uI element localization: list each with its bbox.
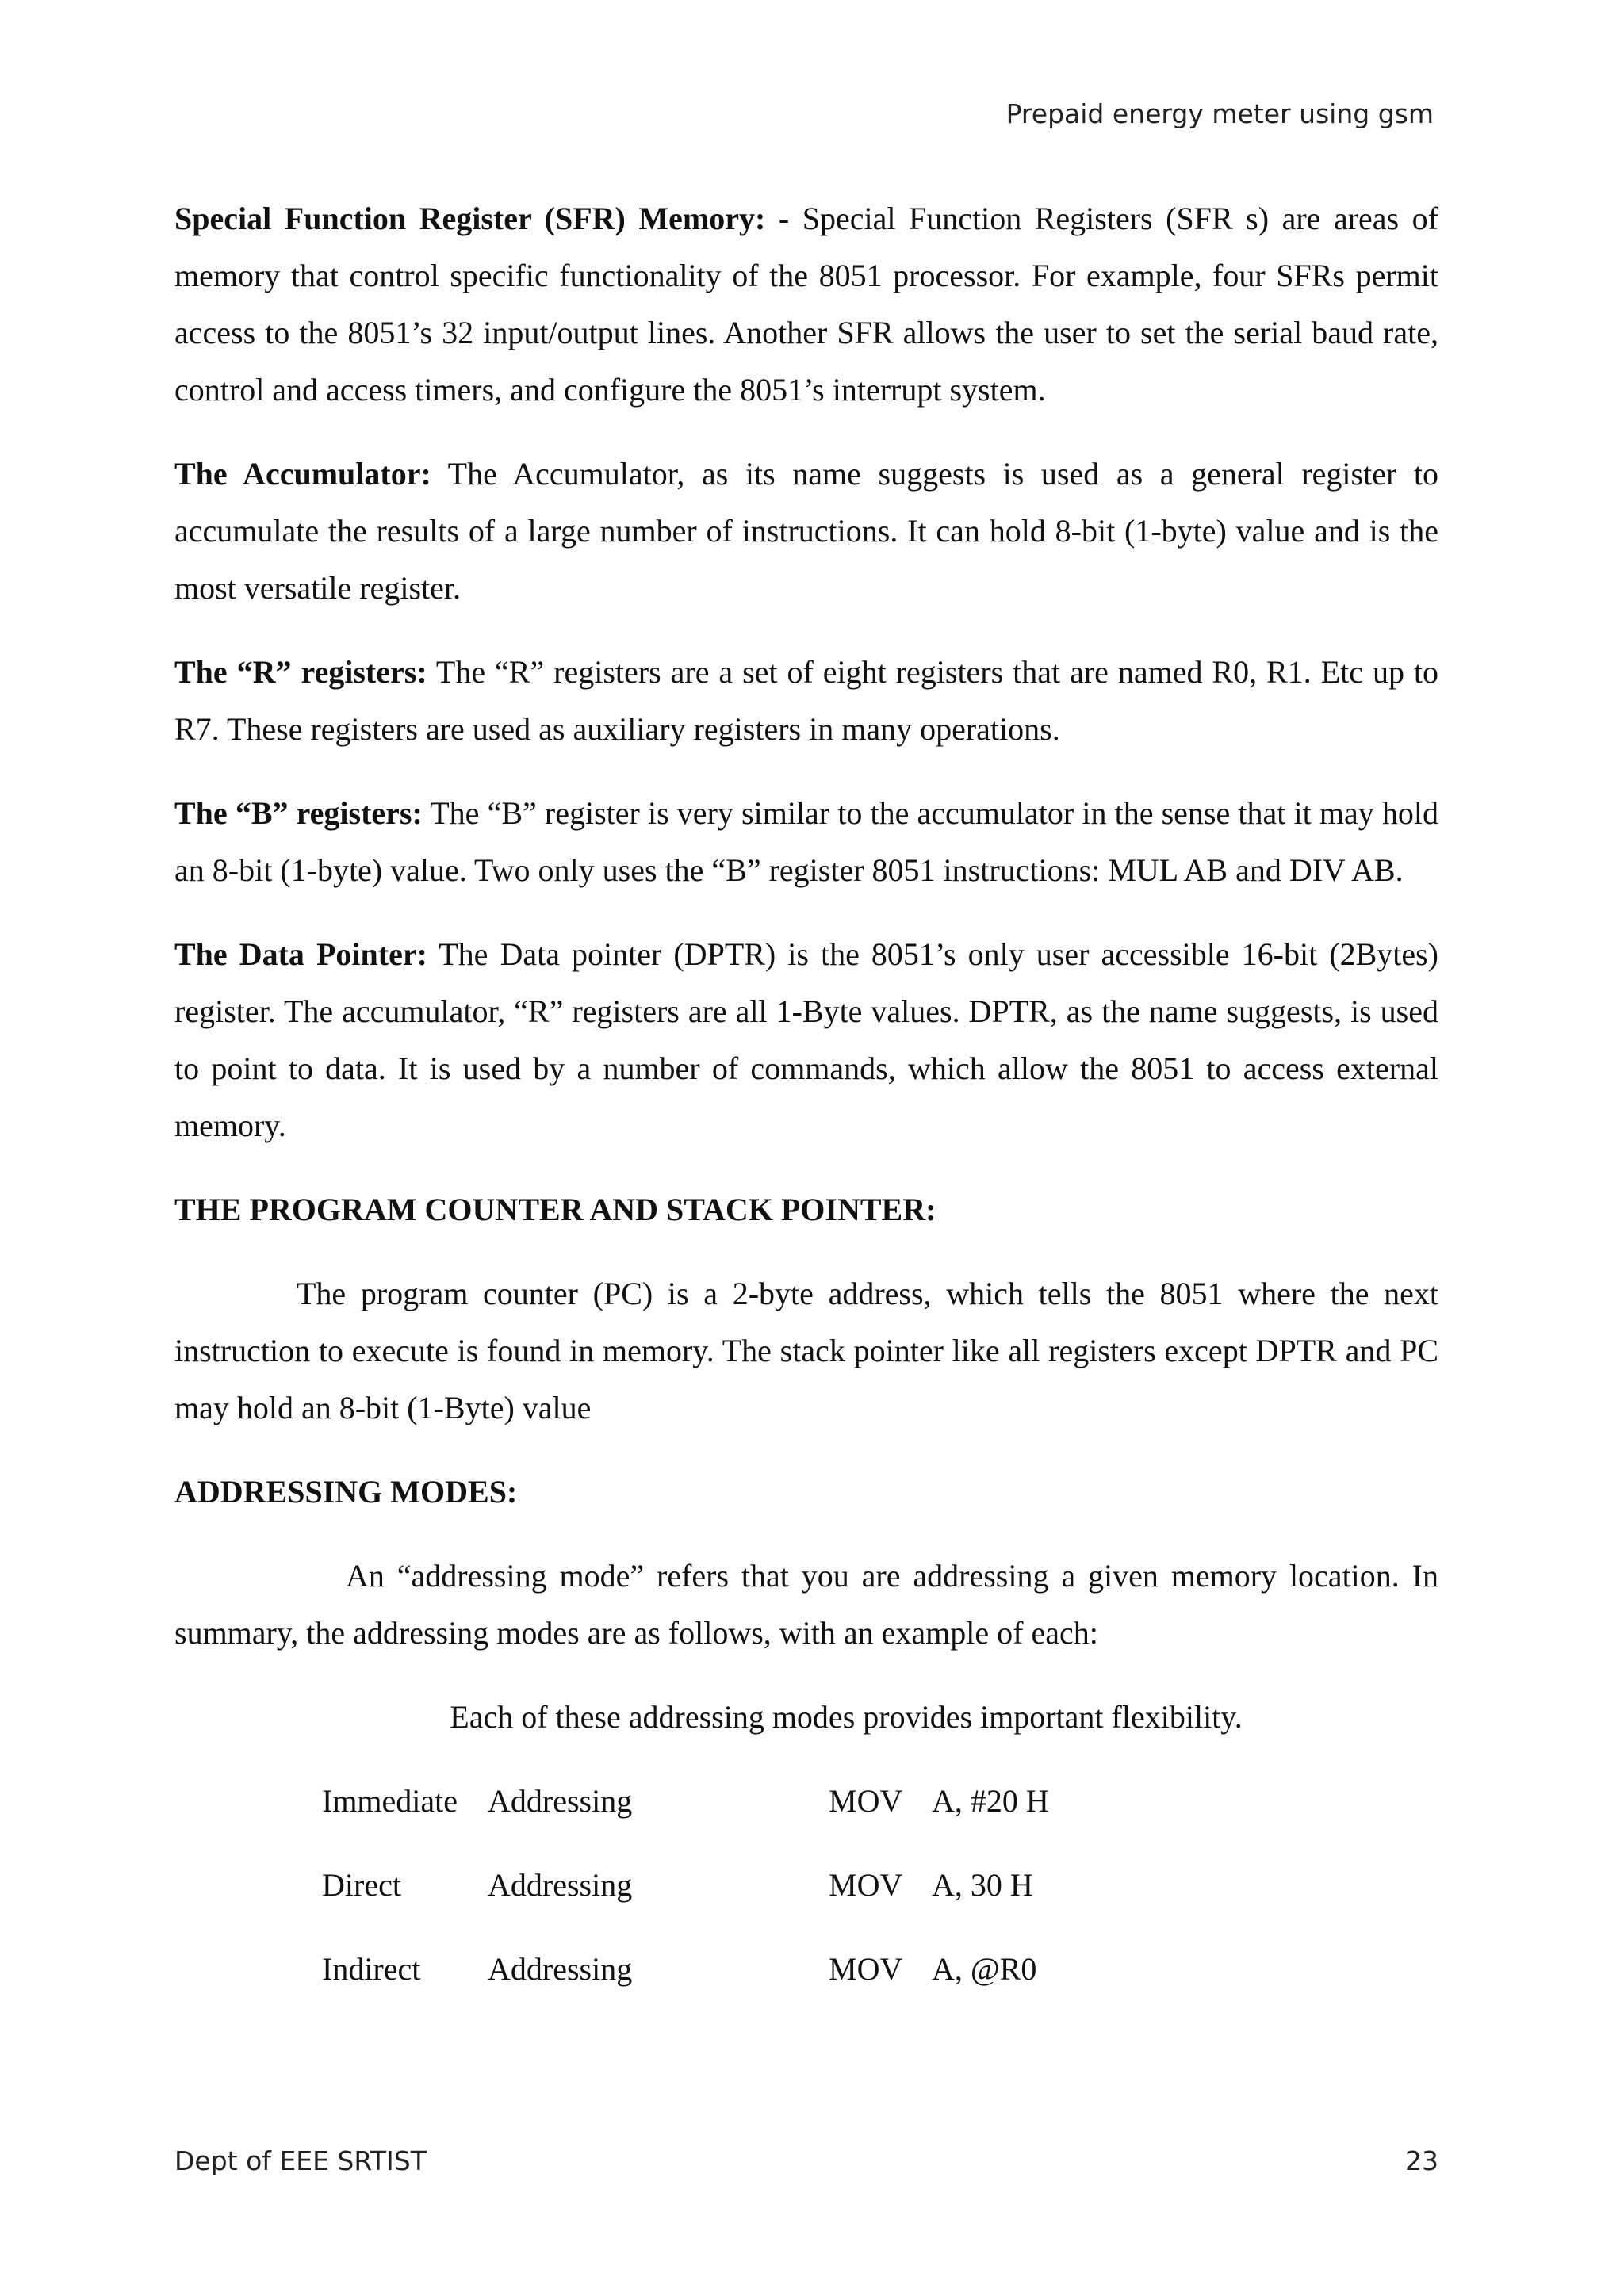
mode-opcode: MOV — [829, 1783, 903, 1819]
mode-word: Addressing — [488, 1783, 633, 1819]
paragraph-sfr — [174, 190, 1438, 419]
term-r-registers: The “R” registers: — [174, 654, 427, 690]
term-b-registers: The “B” registers: — [174, 795, 423, 831]
running-footer — [174, 2145, 1438, 2176]
mode-operands: A, 30 H — [932, 1867, 1033, 1903]
mode-word: Addressing — [488, 1951, 633, 1987]
paragraph-program-counter: The program counter (PC) is a 2-byte address, which tells the 8051 where the next instruction to execute is found in memory. The stack pointer like all registers except DPTR and PC may hold an 8-bit (1-Byte) value — [174, 1276, 1438, 1425]
paragraph-flexibility: Each of these addressing modes provides important flexibility. — [450, 1699, 1243, 1735]
mode-row-immediate — [174, 1773, 1438, 1830]
text-b-registers: The “B” register is very similar to the accumulator in the sense that it may hold an 8-bit (1-byte) value. Two only uses the “B” register 8051 instructions: MUL AB and DIV AB. — [174, 795, 1438, 888]
body-text — [174, 190, 1438, 2025]
term-sfr: Special Function Register (SFR) Memory: - — [174, 201, 790, 236]
mode-type: Indirect — [322, 1951, 421, 1987]
paragraph-data-pointer — [174, 926, 1438, 1154]
mode-opcode: MOV — [829, 1867, 903, 1903]
text-sfr: Special Function Registers (SFR s) are areas of memory that control specific functionality of the 8051 processor. For example, four SFRs permit access to the 8051’s 32 input/output lines. Another SFR allows the user to set the serial baud rate, control and access timers, and configure the 8051’s interrupt system. — [174, 201, 1438, 408]
page-number: 23 — [1405, 2145, 1438, 2176]
mode-type: Direct — [322, 1867, 401, 1903]
footer-department: Dept of EEE SRTIST — [174, 2145, 427, 2176]
term-accumulator: The Accumulator: — [174, 456, 431, 492]
heading-addressing-modes: ADDRESSING MODES: — [174, 1474, 518, 1510]
text-data-pointer: The Data pointer (DPTR) is the 8051’s only user accessible 16-bit (2Bytes) register. The accumulator, “R” registers are all 1-Byte values. DPTR, as the name suggests, is used to point to data. It is used by a number of commands, which allow the 8051 to access external memory. — [174, 936, 1439, 1143]
heading-program-counter: THE PROGRAM COUNTER AND STACK POINTER: — [174, 1192, 936, 1227]
text-accumulator: The Accumulator, as its name suggests is used as a general register to accumulate the results of a large number of instructions. It can hold 8-bit (1-byte) value and is the most versatile register. — [174, 456, 1439, 606]
paragraph-addressing-modes: An “addressing mode” refers that you are addressing a given memory location. In summary, the addressing modes are as follows, with an example of each: — [174, 1558, 1438, 1651]
paragraph-b-registers — [174, 785, 1438, 899]
mode-operands: A, @R0 — [932, 1951, 1037, 1987]
mode-row-indirect — [174, 1941, 1438, 1998]
term-data-pointer: The Data Pointer: — [174, 936, 427, 972]
addressing-modes-list — [174, 1773, 1438, 1998]
mode-operands: A, #20 H — [932, 1783, 1049, 1819]
mode-row-direct — [174, 1857, 1438, 1914]
paragraph-accumulator — [174, 446, 1438, 617]
mode-word: Addressing — [488, 1867, 633, 1903]
paragraph-r-registers — [174, 644, 1438, 758]
text-r-registers: The “R” registers are a set of eight registers that are named R0, R1. Etc up to R7. These registers are used as auxiliary registers in many operations. — [174, 654, 1439, 747]
running-header: Prepaid energy meter using gsm — [1005, 98, 1434, 129]
mode-opcode: MOV — [829, 1951, 903, 1987]
mode-type: Immediate — [322, 1783, 458, 1819]
